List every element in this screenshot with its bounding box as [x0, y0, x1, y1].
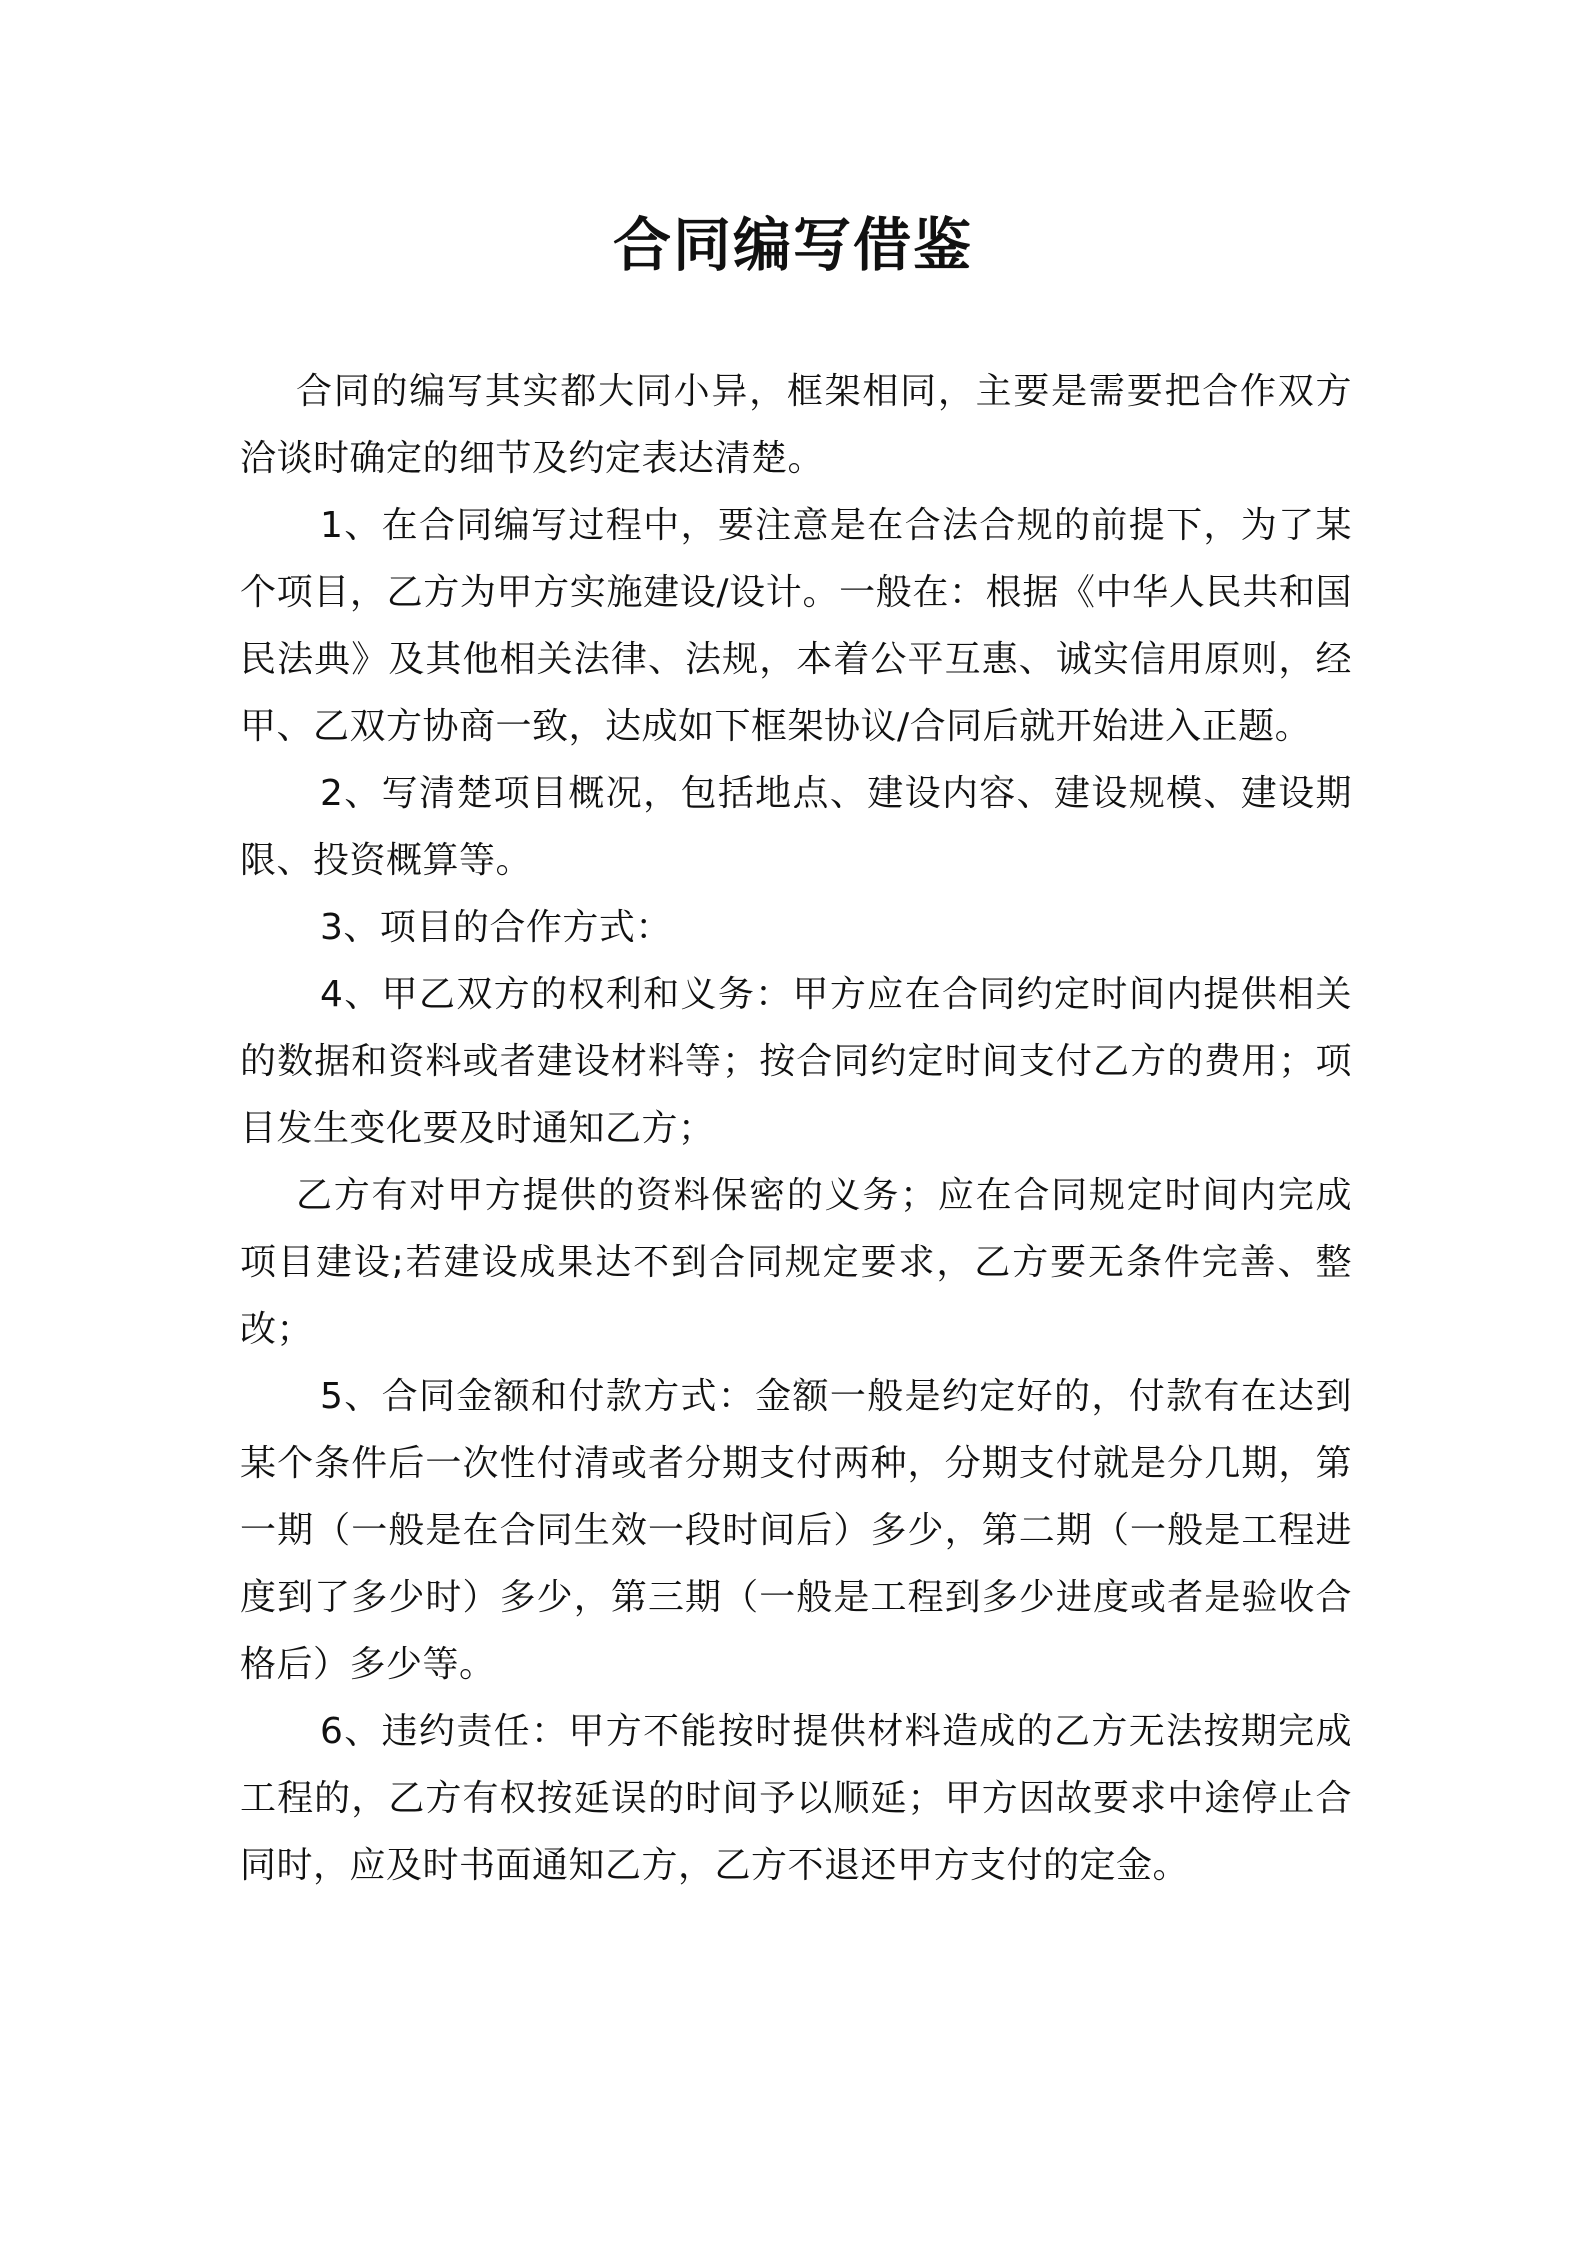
- paragraph-item-5: 5、合同金额和付款方式：金额一般是约定好的，付款有在达到某个条件后一次性付清或者分期支付两种，分期支付就是分几期，第一期（一般是在合同生效一段时间后）多少，第二期（一般是工程进度到了多少时）多少，第三期（一般是工程到多少进度或者是验收合格后）多少等。: [240, 1376, 1352, 1685]
- paragraph-item-1: 1、在合同编写过程中，要注意是在合法合规的前提下，为了某个项目，乙方为甲方实施建设/设计。一般在：根据《中华人民共和国民法典》及其他相关法律、法规，本着公平互惠、诚实信用原则，经甲、乙双方协商一致，达成如下框架协议/合同后就开始进入正题。: [240, 505, 1352, 747]
- paragraph-item-3: 3、项目的合作方式：: [320, 907, 672, 948]
- paragraph-item-6: 6、违约责任：甲方不能按时提供材料造成的乙方无法按期完成工程的，乙方有权按延误的时间予以顺延；甲方因故要求中途停止合同时，应及时书面通知乙方，乙方不退还甲方支付的定金。: [240, 1711, 1352, 1886]
- document-title: 合同编写借鉴: [612, 211, 973, 279]
- paragraph-intro: 合同的编写其实都大同小异，框架相同，主要是需要把合作双方洽谈时确定的细节及约定表达清楚。: [240, 371, 1352, 479]
- paragraph-item-4-continued: 乙方有对甲方提供的资料保密的义务；应在合同规定时间内完成项目建设;若建设成果达不到合同规定要求，乙方要无条件完善、整改；: [240, 1175, 1352, 1350]
- document-body: [240, 358, 1352, 1899]
- paragraph-item-4: 4、甲乙双方的权利和义务：甲方应在合同约定时间内提供相关的数据和资料或者建设材料等；按合同约定时间支付乙方的费用；项目发生变化要及时通知乙方；: [240, 974, 1352, 1149]
- paragraph-item-2: 2、写清楚项目概况，包括地点、建设内容、建设规模、建设期限、投资概算等。: [240, 773, 1352, 881]
